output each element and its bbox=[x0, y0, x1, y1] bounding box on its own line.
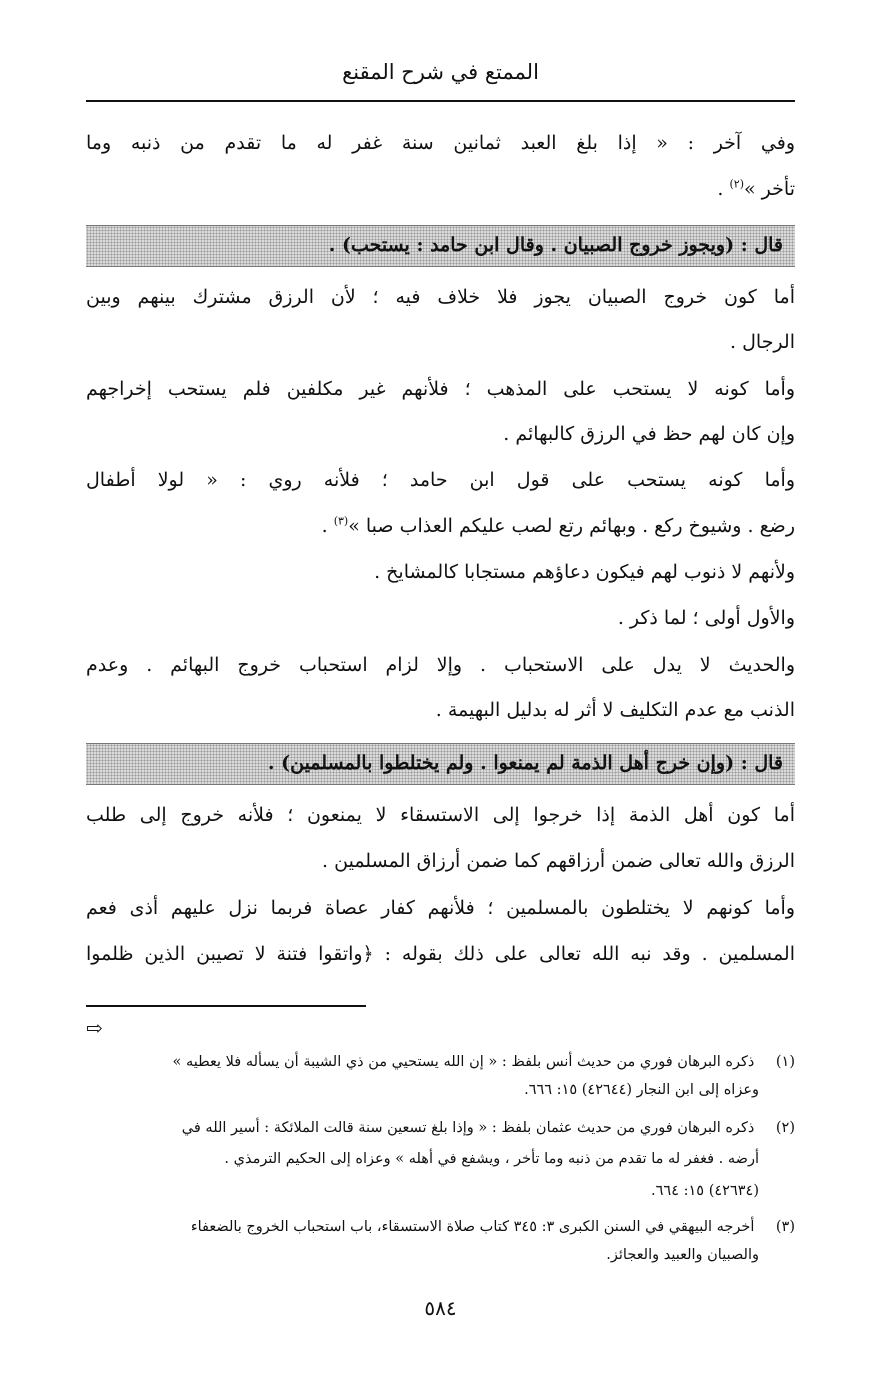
body-text: تأخر » bbox=[744, 178, 795, 200]
body-line-6: وإن كان لهم حظ في الرزق كالبهائم . bbox=[503, 423, 795, 445]
footnote-2-number: (٢) bbox=[775, 1120, 795, 1136]
body-line-7: وأما كونه يستحب على قول ابن حامد ؛ فلأنه روي : « لولا أطفال bbox=[86, 469, 795, 491]
body-text: . bbox=[717, 178, 730, 200]
footnote-2-line-2: أرضه . فغفر له ما تقدم من ذنبه وما تأخر ، ويشفع في أهله » وعزاه إلى الحكيم الترمذي . bbox=[224, 1151, 759, 1167]
body-text: . bbox=[321, 515, 334, 537]
body-text: رضع . وشيوخ ركع . وبهائم رتع لصب عليكم العذاب صبا » bbox=[348, 515, 795, 537]
footnote-3-line-1 bbox=[86, 1213, 795, 1241]
body-line-9: ولأنهم لا ذنوب لهم فيكون دعاؤهم مستجابا كالمشايخ . bbox=[374, 561, 795, 583]
body-line-10: والأول أولى ؛ لما ذكر . bbox=[617, 607, 795, 629]
body-line-12: الذنب مع عدم التكليف لا أثر له بدليل البهيمة . bbox=[435, 699, 795, 721]
body-line-14: الرزق والله تعالى ضمن أرزاقهم كما ضمن أرزاق المسلمين . bbox=[322, 850, 795, 872]
footnote-3-line-2: والصبيان والعبيد والعجائز. bbox=[606, 1247, 759, 1263]
running-header-title: الممتع في شرح المقنع bbox=[342, 60, 539, 84]
footnote-ref-3: (٣) bbox=[333, 514, 349, 528]
book-page bbox=[86, 0, 795, 1373]
body-line-4: الرجال . bbox=[730, 331, 795, 353]
quote-box-1-text: قال : (ويجوز خروج الصبيان . وقال ابن حامد : يستحب) . bbox=[328, 234, 783, 256]
footnote-2-line-1 bbox=[86, 1114, 795, 1142]
body-line-15: وأما كونهم لا يختلطون بالمسلمين ؛ فلأنهم كفار عصاة فربما نزل عليهم أذى فعم bbox=[86, 897, 795, 919]
body-line-8 bbox=[86, 511, 795, 541]
footnote-text: أخرجه البيهقي في السنن الكبرى ٣: ٣٤٥ كتاب صلاة الاستسقاء، باب استحباب الخروج بالضعفاء bbox=[190, 1219, 755, 1235]
body-line-16: المسلمين . وقد نبه الله تعالى على ذلك بقوله : ﴿واتقوا فتنة لا تصيبن الذين ظلموا bbox=[86, 943, 796, 965]
footnote-1-number: (١) bbox=[775, 1054, 795, 1070]
footnote-divider bbox=[86, 1005, 366, 1007]
quote-box-2 bbox=[86, 743, 795, 785]
body-line-11: والحديث لا يدل على الاستحباب . وإلا لزام استحباب خروج البهائم . وعدم bbox=[86, 654, 795, 676]
continuation-arrow-icon: ⇨ bbox=[86, 1016, 103, 1040]
footnote-2-line-3: (٤٢٦٣٤) ١٥: ٦٦٤. bbox=[651, 1183, 759, 1199]
body-line-13: أما كون أهل الذمة إذا خرجوا إلى الاستسقاء لا يمنعون ؛ فلأنه خروج إلى طلب bbox=[86, 804, 795, 826]
body-line-2 bbox=[86, 174, 795, 204]
footnote-1-line-1 bbox=[86, 1048, 795, 1076]
footnote-text: ذكره البرهان فوري من حديث عثمان بلفظ : « وإذا بلغ تسعين سنة قالت الملائكة : أسير الله في bbox=[181, 1120, 755, 1136]
footnote-text: ذكره البرهان فوري من حديث أنس بلفظ : « إن الله يستحيي من ذي الشيبة أن يسأله فلا يعطيه » bbox=[172, 1054, 755, 1070]
body-line-5: وأما كونه لا يستحب على المذهب ؛ فلأنهم غير مكلفين فلم يستحب إخراجهم bbox=[86, 378, 795, 400]
page-number: ٥٨٤ bbox=[424, 1296, 457, 1320]
footnote-1-line-2: وعزاه إلى ابن النجار (٤٢٦٤٤) ١٥: ٦٦٦. bbox=[524, 1082, 759, 1098]
body-line-3: أما كون خروج الصبيان يجوز فلا خلاف فيه ؛ لأن الرزق مشترك بينهم وبين bbox=[86, 286, 795, 308]
header-divider bbox=[86, 100, 795, 102]
quote-box-2-text: قال : (وإن خرج أهل الذمة لم يمنعوا . ولم يختلطوا بالمسلمين) . bbox=[267, 752, 783, 774]
footnote-3-number: (٣) bbox=[775, 1219, 795, 1235]
footnote-ref-2: (٢) bbox=[729, 177, 745, 191]
quote-box-1 bbox=[86, 225, 795, 267]
body-line-1: وفي آخر : « إذا بلغ العبد ثمانين سنة غفر له ما تقدم من ذنبه وما bbox=[86, 132, 795, 154]
